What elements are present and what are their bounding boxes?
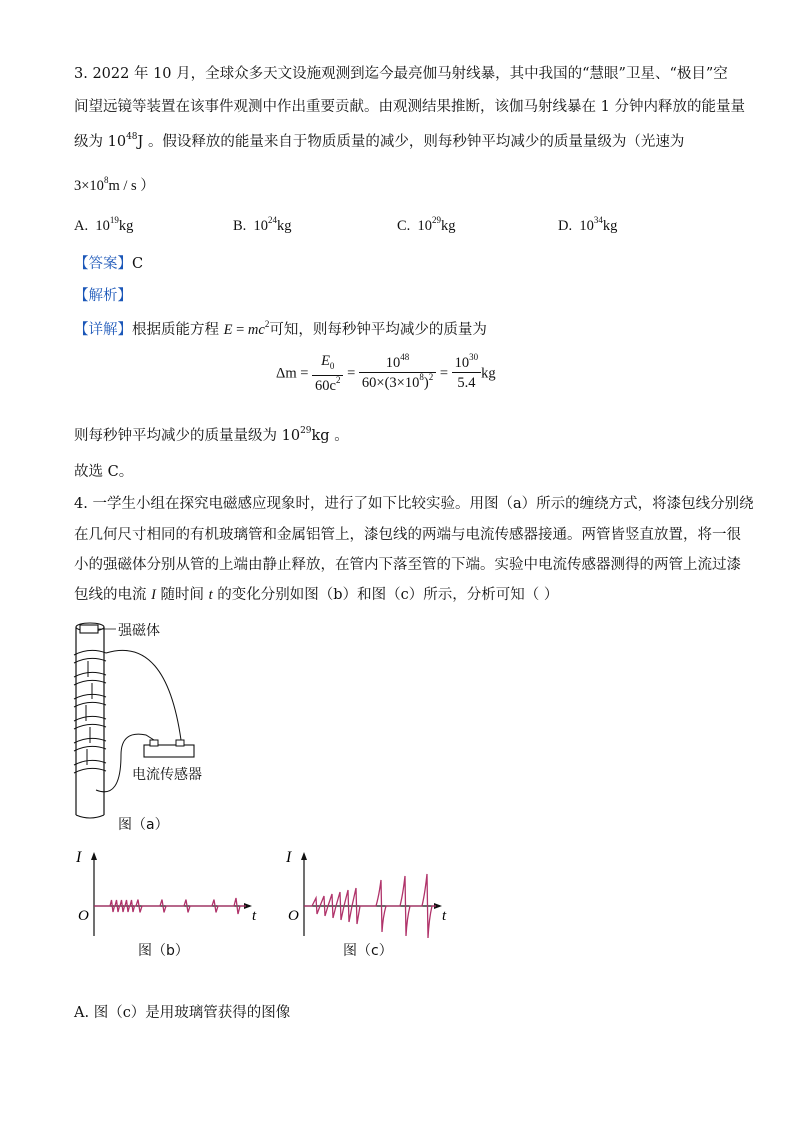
figure-c-chart: [276, 842, 456, 942]
y-axis-arrow: [301, 852, 307, 860]
figure-a-apparatus: [66, 615, 236, 825]
frac2-den-inner-exp: 8: [419, 372, 424, 383]
q3-energy-pre: 级为 10: [74, 134, 127, 150]
answer-value: C: [132, 256, 144, 272]
q3-light-speed-exp: 8: [103, 175, 109, 185]
frac1-num-sub: 0: [329, 360, 335, 371]
tube-bottom-rim: [76, 815, 104, 818]
detail-post: 可知，则每秒钟平均减少的质量为: [269, 322, 487, 338]
detail-tag: 【详解】: [74, 322, 132, 338]
y-axis-arrow: [91, 852, 97, 860]
figure-a-caption: 图（a）: [118, 817, 169, 833]
option-base: 10: [417, 218, 433, 234]
q3-option-d[interactable]: [558, 215, 618, 235]
magnet-block: [80, 625, 98, 633]
origin-label: O: [288, 908, 299, 924]
eq-frac-3: [452, 354, 482, 393]
y-axis-label: I: [286, 849, 292, 866]
mass-equation: [276, 352, 496, 396]
option-exp: 29: [432, 215, 442, 225]
frac2-num-exp: 48: [400, 352, 410, 363]
figure-b-caption: 图（b）: [138, 943, 189, 959]
option-letter: A.: [74, 218, 89, 234]
frac2-num: 10: [385, 355, 401, 372]
eq-sign-1: =: [343, 365, 359, 382]
option-unit: kg: [118, 218, 134, 234]
option-unit: kg: [277, 218, 292, 234]
q3-line-1: 3. 2022 年 10 月，全球众多天文设施观测到迄今最亮伽马射线暴，其中我国的“慧眼”卫星、“极目”空: [74, 66, 728, 82]
q3-analysis-tag: [74, 286, 132, 306]
frac3-num: 10: [454, 355, 470, 372]
q3-option-b[interactable]: [233, 215, 292, 235]
detail-pre: 根据质能方程: [132, 322, 219, 338]
q3-light-speed-pre: 3×10: [74, 178, 104, 194]
answer-tag: 【答案】: [74, 256, 132, 272]
frac3-den: 5.4: [457, 375, 476, 392]
frac1-num: E: [321, 353, 330, 369]
figure-b-chart: [66, 842, 266, 942]
conclusion-post: kg 。: [311, 428, 349, 444]
q3-energy-exp: 48: [126, 132, 138, 142]
sensor-terminal-right: [176, 740, 184, 746]
option-base: 10: [253, 218, 269, 234]
origin-label: O: [78, 908, 89, 924]
q4-line4-post: 的变化分别如图（b）和图（c）所示，分析可知（ ）: [212, 587, 559, 603]
frac2-den-close: ): [423, 375, 429, 392]
q3-option-a[interactable]: [74, 215, 134, 235]
x-axis-label: t: [442, 908, 447, 924]
q4-line-3: 小的强磁体分别从管的上端由静止释放，在管内下落至管的下端。实验中电流传感器测得的两管上流过漆: [74, 557, 741, 573]
wire-top: [106, 650, 181, 740]
conclusion-pre: 则每秒钟平均减少的质量量级为 10: [74, 428, 301, 444]
q4-line-4: [74, 585, 558, 605]
frac2-den-pre: 60×: [361, 375, 385, 392]
frac2-den-exp: 2: [428, 372, 434, 383]
eq-lhs: Δm =: [276, 365, 313, 382]
frac1-den-exp: 2: [335, 374, 341, 385]
eq-frac-2: [359, 354, 436, 393]
q4-line-1: 4. 一学生小组在探究电磁感应现象时，进行了如下比较实验。用图（a）所示的缠绕方式，将漆包线分别绕: [74, 496, 754, 512]
x-axis-label: t: [252, 908, 257, 924]
coil-windings: [74, 650, 106, 773]
formula-e: E: [223, 322, 233, 338]
figure-c-caption: 图（c）: [343, 943, 393, 959]
formula-eq: =: [232, 322, 248, 338]
q3-light-speed-post: m / s ）: [108, 178, 155, 194]
option-exp: 19: [109, 215, 119, 225]
q4-line4-mid: 随时间: [155, 587, 209, 603]
option-base: 10: [95, 218, 110, 234]
option-exp: 34: [593, 215, 603, 225]
eq-frac-1: [312, 352, 343, 396]
q3-line-4: [74, 176, 155, 196]
option-base: 10: [579, 218, 594, 234]
q3-option-c[interactable]: [397, 215, 456, 235]
q4-var-t: t: [208, 587, 213, 603]
q3-conclusion: [74, 426, 349, 446]
y-axis-label: I: [76, 849, 82, 866]
sensor-box: [144, 745, 194, 757]
frac1-den: 60c: [315, 377, 336, 394]
option-unit: kg: [602, 218, 618, 234]
option-exp: 24: [268, 215, 278, 225]
conclusion-exp: 29: [300, 426, 312, 436]
q4-line-2: 在几何尺寸相同的有机玻璃管和金属铝管上，漆包线的两端与电流传感器接通。两管皆竖直放置，将一很: [74, 527, 741, 543]
sensor-terminal-left: [150, 740, 158, 746]
eq-unit: kg: [481, 365, 496, 382]
option-letter: C.: [397, 218, 411, 234]
option-unit: kg: [441, 218, 456, 234]
current-trace-b: [94, 898, 246, 914]
q3-answer: [74, 254, 143, 274]
q3-line-3: [74, 132, 684, 152]
eq-sign-2: =: [436, 365, 452, 382]
q4-var-i: I: [151, 587, 156, 603]
q4-line4-pre: 包线的电流: [74, 587, 152, 603]
option-letter: D.: [558, 218, 573, 234]
q3-choose: 故选 C。: [74, 464, 134, 480]
option-letter: B.: [233, 218, 247, 234]
q3-energy-post: J 。假设释放的能量来自于物质质量的减少，则每秒钟平均减少的质量量级为（光速为: [137, 134, 685, 150]
magnet-label: 强磁体: [118, 623, 160, 639]
q3-line-2: 间望远镜等装置在该事件观测中作出重要贡献。由观测结果推断，该伽马射线暴在 1 分钟内释放的能量量: [74, 99, 745, 115]
sensor-label: 电流传感器: [132, 767, 202, 783]
frac3-num-exp: 30: [469, 352, 479, 363]
q4-option-a[interactable]: A. 图（c）是用玻璃管获得的图像: [74, 1005, 291, 1021]
q3-detail: [74, 320, 487, 340]
analysis-tag: 【解析】: [74, 288, 132, 304]
frac2-den-inner: (3×10: [384, 375, 420, 392]
formula-mc: mc: [247, 322, 265, 338]
formula-exp: 2: [264, 319, 270, 329]
